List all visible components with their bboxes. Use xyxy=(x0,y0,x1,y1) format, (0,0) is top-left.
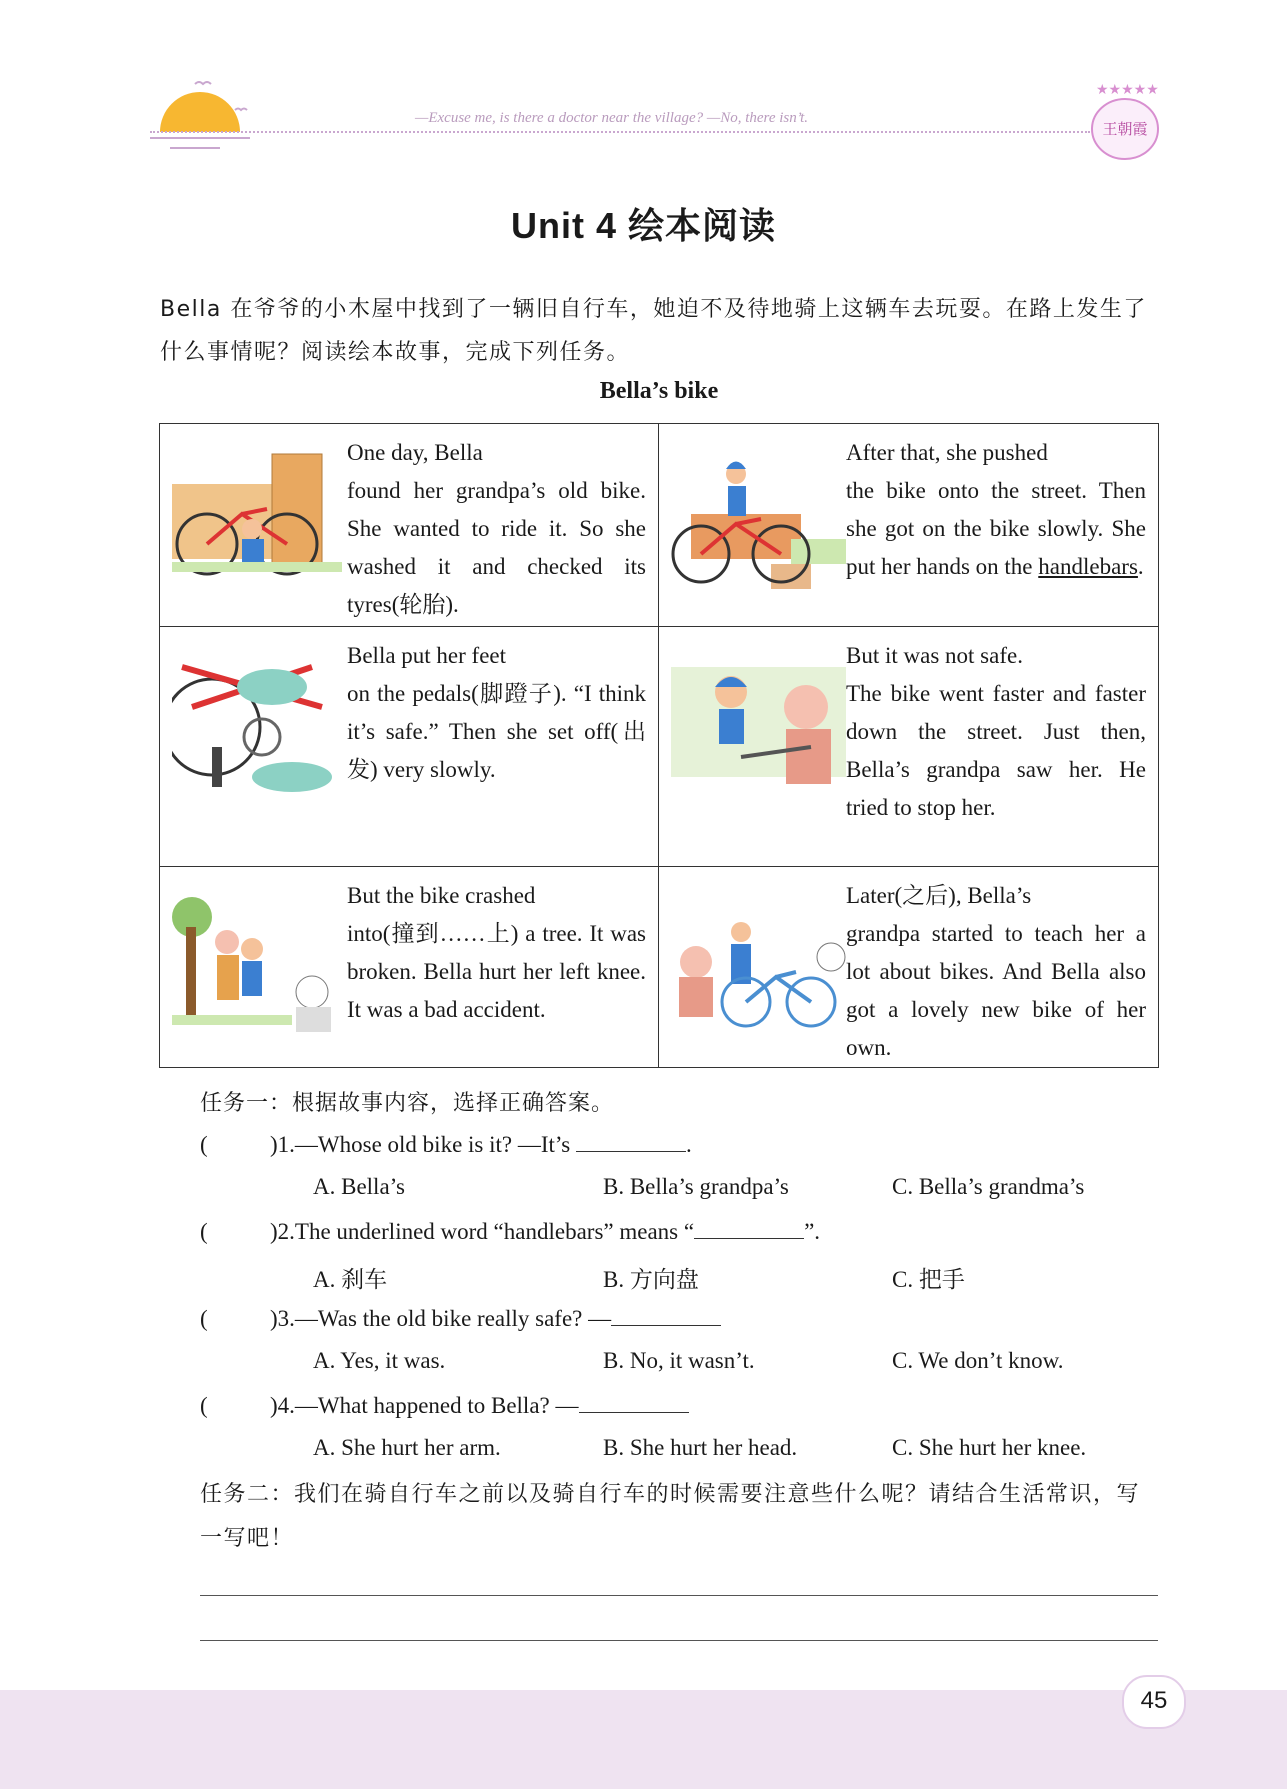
bike-washing-illustration xyxy=(172,444,347,594)
q2-option-c: C. 把手 xyxy=(892,1267,965,1292)
story-panel-text: But the bike crashed into(撞到……上) a tree. It was broken. Bella hurt her left knee. It was a bad accident. xyxy=(347,883,646,1022)
tree-crash-illustration xyxy=(172,887,347,1037)
new-bike-illustration xyxy=(671,887,846,1037)
story-panel-4 xyxy=(659,627,1158,867)
question-1: ( )1.—Whose old bike is it? —It’s . xyxy=(200,1132,692,1157)
story-panel-1 xyxy=(160,424,659,627)
q1-option-b: B. Bella’s grandpa’s xyxy=(603,1174,789,1199)
story-panel-text: Bella put her feet on the pedals(脚蹬子). “I think it’s safe.” Then she set off(出发) very slowly. xyxy=(347,643,646,782)
q3-option-c: C. We don’t know. xyxy=(892,1348,1064,1373)
question-4: ( )4.—What happened to Bella? — xyxy=(200,1392,689,1419)
story-panel-text: One day, Bella found her grandpa’s old bike. She wanted to ride it. So she washed it and checked its tyres(轮胎). xyxy=(347,440,646,617)
footer-band xyxy=(0,1690,1287,1789)
svg-text:★★★★★: ★★★★★ xyxy=(1096,83,1159,98)
question-2: ( )2.The underlined word “handlebars” means “ ”. xyxy=(200,1219,821,1244)
story-panel-text: After that, she pushed the bike onto the street. Then she got on the bike slowly. She put her hands on the handlebars. xyxy=(846,440,1146,579)
q2-option-a: A. 刹车 xyxy=(313,1267,388,1292)
story-table xyxy=(159,423,1159,1068)
q1-option-a: A. Bella’s xyxy=(313,1174,405,1199)
intro-paragraph: Bella 在爷爷的小木屋中找到了一辆旧自行车，她迫不及待地骑上这辆车去玩耍。在路上发生了什么事情呢？阅读绘本故事，完成下列任务。 xyxy=(160,297,1147,365)
writing-line-2[interactable] xyxy=(200,1640,1158,1641)
story-title: Bella’s bike xyxy=(599,378,719,404)
badge-seal-icon xyxy=(1082,74,1168,170)
grandpa-stop-illustration xyxy=(671,647,846,797)
story-panel-5 xyxy=(160,867,659,1067)
task1-title: 任务一：根据故事内容，选择正确答案。 xyxy=(200,1091,615,1116)
q4-option-a: A. She hurt her arm. xyxy=(313,1435,501,1460)
sunset-logo-icon xyxy=(150,70,260,160)
answer-blank[interactable] xyxy=(579,1392,689,1413)
story-panel-text: Later(之后), Bella’s grandpa started to teach her a lot about bikes. And Bella also got a lovely new bike of her own. xyxy=(846,883,1146,1060)
task2-title: 任务二：我们在骑自行车之前以及骑自行车的时候需要注意些什么呢？请结合生活常识，写一写吧！ xyxy=(200,1482,1141,1551)
header-motto: —Excuse me, is there a doctor near the village? —No, there isn’t. xyxy=(415,110,808,126)
writing-line-1[interactable] xyxy=(200,1595,1158,1596)
story-panel-2 xyxy=(659,424,1158,627)
pedals-illustration xyxy=(172,647,347,797)
page-title: Unit 4 绘本阅读 xyxy=(510,205,776,246)
question-3: ( )3.—Was the old bike really safe? — xyxy=(200,1305,721,1332)
header-divider xyxy=(150,131,1090,133)
answer-blank[interactable] xyxy=(611,1305,721,1326)
q4-option-b: B. She hurt her head. xyxy=(603,1435,798,1460)
story-panel-6 xyxy=(659,867,1158,1067)
q3-option-b: B. No, it wasn’t. xyxy=(603,1348,755,1373)
page-number: 45 xyxy=(1122,1675,1186,1729)
q1-option-c: C. Bella’s grandma’s xyxy=(892,1174,1085,1199)
q4-option-c: C. She hurt her knee. xyxy=(892,1435,1087,1460)
story-panel-3 xyxy=(160,627,659,867)
badge-text: 王朝霞 xyxy=(1102,120,1148,138)
publisher-badge xyxy=(1082,74,1168,170)
story-panel-text: But it was not safe. The bike went faster and faster down the street. Just then, Bella’s grandpa saw her. He tried to stop her. xyxy=(846,643,1146,820)
answer-blank[interactable] xyxy=(576,1131,686,1152)
answer-blank[interactable] xyxy=(694,1218,804,1239)
bike-street-illustration xyxy=(671,444,846,594)
handlebars-underlined: handlebars xyxy=(1038,554,1138,579)
q3-option-a: A. Yes, it was. xyxy=(313,1348,446,1373)
q2-option-b: B. 方向盘 xyxy=(603,1267,699,1292)
